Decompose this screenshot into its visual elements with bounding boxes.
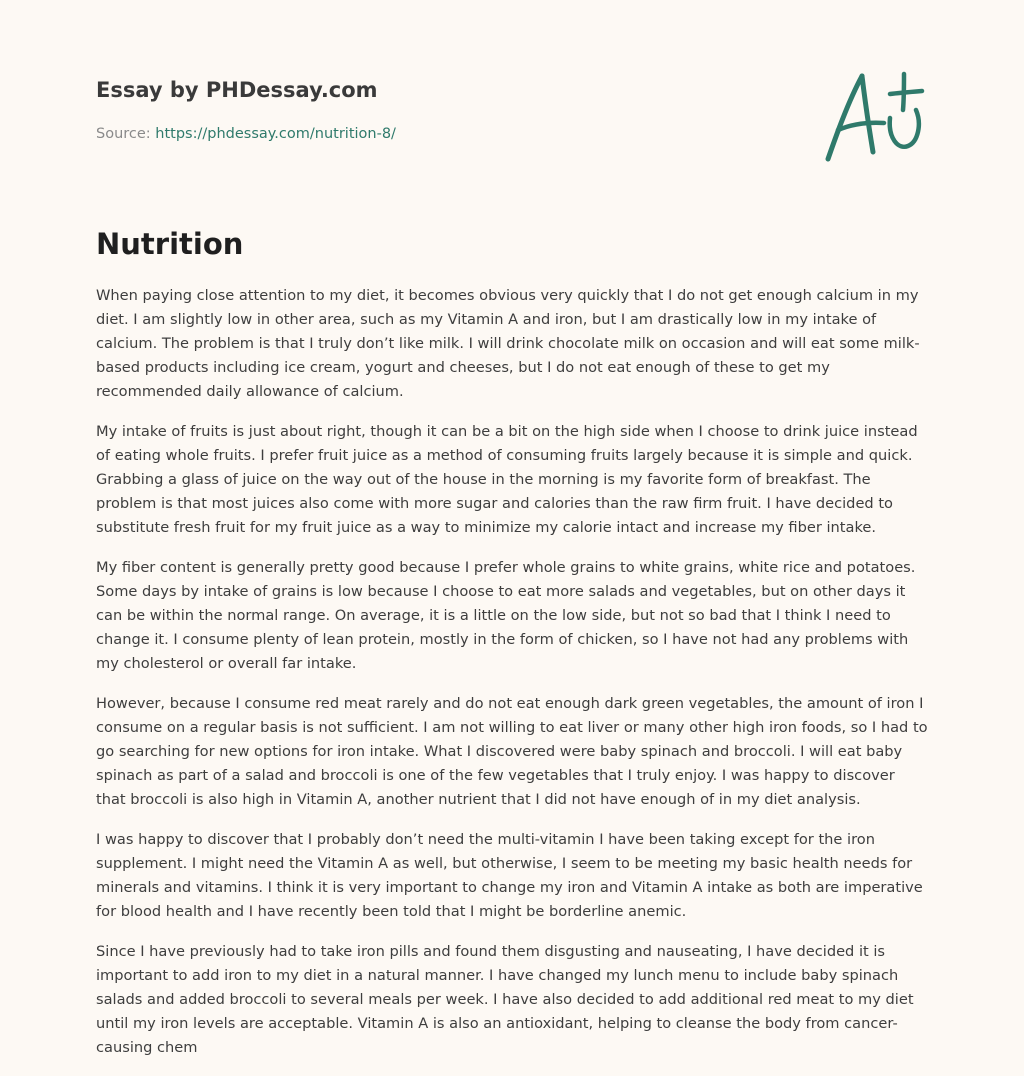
essay-paragraph: When paying close attention to my diet, it becomes obvious very quickly that I do not get enough calcium in my diet. I am slightly low in other area, such as my Vitamin A and iron, but I am drastically low in my intake of calcium. The problem is that I truly don’t like milk. I will drink chocolate milk on occasion and will eat some milk-based products including ice cream, yogurt and cheeses, but I do not eat enough of these to get my recommended daily allowance of calcium.: [96, 287, 920, 400]
essay-paragraph: Since I have previously had to take iron pills and found them disgusting and nauseating, I have decided it is important to add iron to my diet in a natural manner. I have changed my lunch menu to include baby spinach salads and added broccoli to several meals per week. I have also decided to add additional red meat to my diet until my iron levels are acceptable. Vitamin A is also an antioxidant, helping to cleanse the body from cancer-causing chem: [96, 943, 914, 1056]
essay-title: Nutrition: [96, 227, 244, 261]
essay-body: [96, 284, 928, 1076]
essay-header: [96, 76, 796, 144]
source-label: Source:: [96, 126, 156, 142]
essay-paragraph: However, because I consume red meat rarely and do not eat enough dark green vegetables, the amount of iron I consume on a regular basis is not sufficient. I am not willing to eat liver or many other high iron foods, so I had to go searching for new options for iron intake. What I discovered were baby spinach and broccoli. I will eat baby spinach as part of a salad and broccoli is one of the few vegetables that I truly enjoy. I was happy to discover that broccoli is also high in Vitamin A, another nutrient that I did not have enough of in my diet analysis.: [96, 695, 928, 808]
essay-paragraph: My intake of fruits is just about right, though it can be a bit on the high side when I choose to drink juice instead of eating whole fruits. I prefer fruit juice as a method of consuming fruits largely because it is simple and quick. Grabbing a glass of juice on the way out of the house in the morning is my favorite form of breakfast. The problem is that most juices also come with more sugar and calories than the raw firm fruit. I have decided to substitute fresh fruit for my fruit juice as a way to minimize my calorie intact and increase my fiber intake.: [96, 423, 918, 536]
essay-paragraph: My fiber content is generally pretty good because I prefer whole grains to white grains, white rice and potatoes. Some days by intake of grains is low because I choose to eat more salads and vegetables, but on other days it can be within the normal range. On average, it is a little on the low side, but not so bad that I think I need to change it. I consume plenty of lean protein, mostly in the form of chicken, so I have not had any problems with my cholesterol or overall far intake.: [96, 559, 916, 672]
source-line: [96, 124, 796, 144]
source-link[interactable]: https://phdessay.com/nutrition-8/: [155, 126, 396, 142]
a-plus-logo-icon: [818, 66, 930, 166]
brand-title: Essay by PHDessay.com: [96, 78, 378, 102]
essay-paragraph: I was happy to discover that I probably don’t need the multi-vitamin I have been taking except for the iron supplement. I might need the Vitamin A as well, but otherwise, I seem to be meeting my basic health needs for minerals and vitamins. I think it is very important to change my iron and Vitamin A intake as both are imperative for blood health and I have recently been told that I might be borderline anemic.: [96, 831, 923, 920]
